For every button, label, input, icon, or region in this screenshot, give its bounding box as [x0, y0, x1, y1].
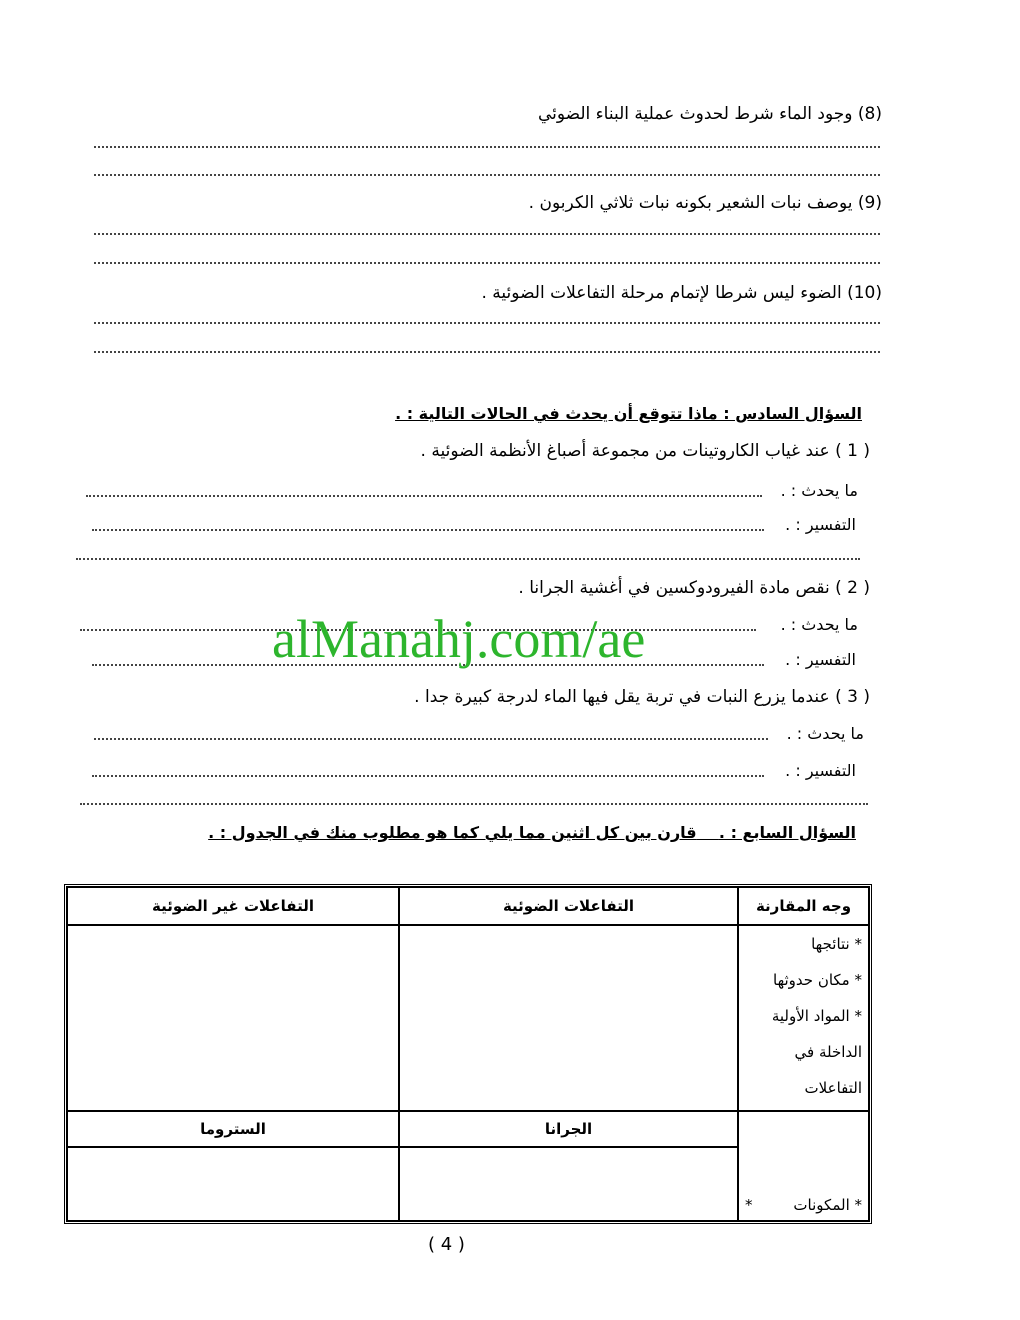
- header-dark-reactions: التفاعلات غير الضوئية: [67, 887, 399, 925]
- answer-line[interactable]: [94, 738, 768, 740]
- header-grana: الجرانا: [399, 1111, 738, 1147]
- explanation-label: التفسير : .: [785, 515, 856, 534]
- question-7-label: السؤال السابع : .: [718, 823, 856, 842]
- point-raw-materials-end: التفاعلات: [804, 1079, 862, 1097]
- header-stroma: الستروما: [67, 1111, 399, 1147]
- q6-case-2: ( 2 ) نقص مادة الفيرودوكسين في أغشية الجرانا .: [518, 578, 870, 598]
- components-cell: [738, 1111, 869, 1221]
- comparison-points-cell: [738, 925, 869, 1111]
- answer-line[interactable]: [94, 351, 880, 353]
- stroma-answer[interactable]: [67, 1147, 399, 1221]
- answer-line[interactable]: [92, 775, 764, 777]
- point-raw-materials-cont: الداخلة في: [794, 1043, 862, 1061]
- question-7-instruction: قارن بين كل اثنين مما يلي كما هو مطلوب منك في الجدول : .: [208, 823, 697, 842]
- what-happens-label: ما يحدث : .: [786, 724, 864, 743]
- statement-10: (10) الضوء ليس شرطا لإتمام مرحلة التفاعلات الضوئية .: [481, 283, 882, 303]
- answer-line[interactable]: [94, 322, 880, 324]
- grana-answer[interactable]: [399, 1147, 738, 1221]
- explanation-label: التفسير : .: [785, 650, 856, 669]
- statement-9: (9) يوصف نبات الشعير بكونه نبات ثلاثي الكربون .: [528, 193, 882, 213]
- point-location: * مكان حدوثها: [773, 971, 862, 989]
- answer-line[interactable]: [94, 174, 880, 176]
- point-results: * نتائجها: [811, 935, 862, 953]
- explanation-label: التفسير : .: [785, 761, 856, 780]
- question-7-heading: [208, 823, 856, 842]
- page-number: ( 4 ): [428, 1234, 465, 1255]
- answer-line[interactable]: [94, 262, 880, 264]
- comparison-table: [64, 884, 872, 1224]
- watermark: alManahj.com/ae: [272, 609, 646, 669]
- what-happens-label: ما يحدث : .: [780, 615, 858, 634]
- header-comparison-aspect: وجه المقارنة: [738, 887, 869, 925]
- what-happens-label: ما يحدث : .: [780, 481, 858, 500]
- answer-line[interactable]: [76, 558, 860, 560]
- answer-line[interactable]: [92, 529, 764, 531]
- answer-line[interactable]: [94, 233, 880, 235]
- components-label: * المكونات: [793, 1196, 862, 1214]
- answer-line[interactable]: [80, 803, 868, 805]
- statement-8: (8) وجود الماء شرط لحدوث عملية البناء الضوئي: [537, 104, 882, 124]
- point-raw-materials: * المواد الأولية: [771, 1007, 862, 1025]
- answer-line[interactable]: [94, 146, 880, 148]
- answer-line[interactable]: [86, 495, 762, 497]
- components-star: *: [745, 1196, 753, 1214]
- q6-case-1: ( 1 ) عند غياب الكاروتينات من مجموعة أصباغ الأنظمة الضوئية .: [420, 441, 870, 461]
- question-6-heading: السؤال السادس : ماذا تتوقع أن يحدث في الحالات التالية : .: [395, 404, 862, 423]
- dark-reactions-answer[interactable]: [67, 925, 399, 1111]
- header-light-reactions: التفاعلات الضوئية: [399, 887, 738, 925]
- light-reactions-answer[interactable]: [399, 925, 738, 1111]
- q6-case-3: ( 3 ) عندما يزرع النبات في تربة يقل فيها الماء لدرجة كبيرة جدا .: [414, 687, 870, 707]
